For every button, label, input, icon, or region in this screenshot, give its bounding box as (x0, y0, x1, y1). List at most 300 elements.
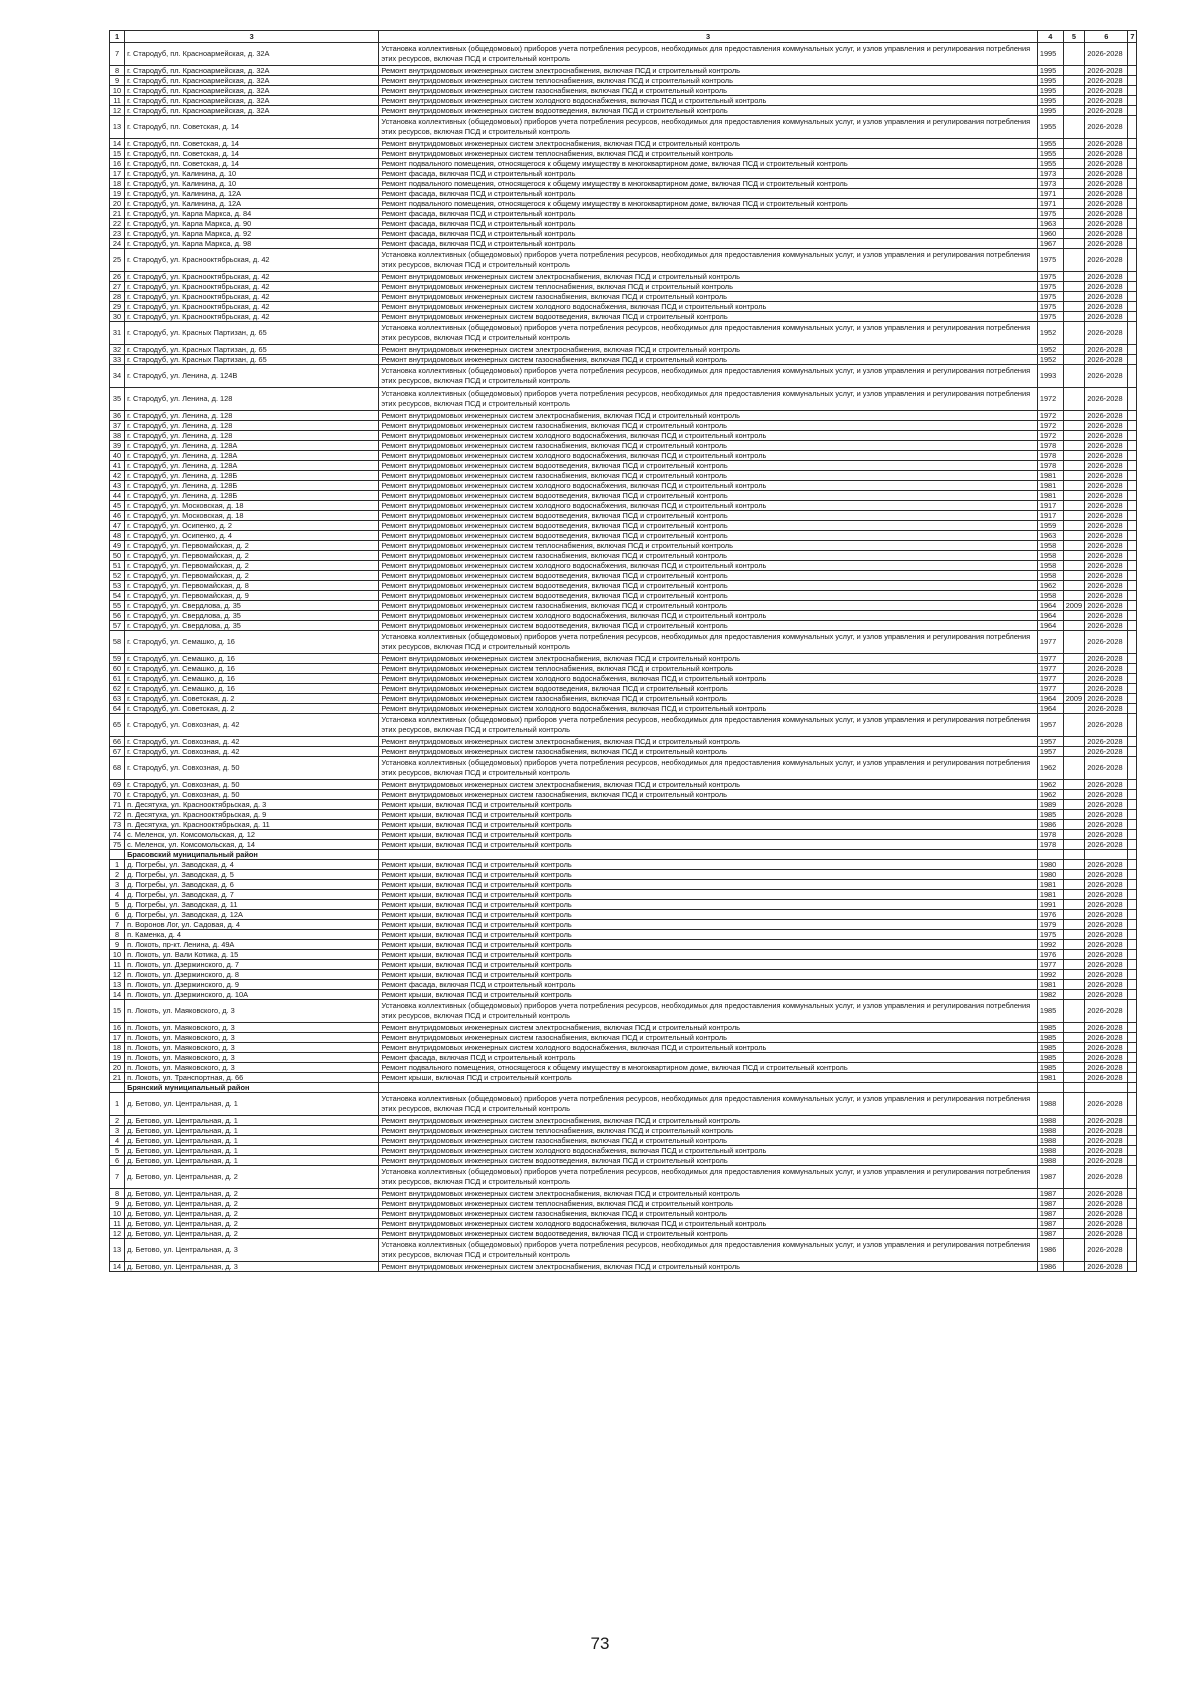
column7-cell (1128, 541, 1137, 551)
period-cell: 2026-2028 (1085, 521, 1128, 531)
work-type-cell: Установка коллективных (общедомовых) приборов учета потребления ресурсов, необходимых для предоставления коммунальных услуг, и узлов управления и регулирования потребления этих ресурсов, включая ПСД и строительный контроль (379, 757, 1037, 780)
column7-cell (1128, 421, 1137, 431)
column5-cell (1063, 431, 1085, 441)
column5-cell (1063, 900, 1085, 910)
work-type-cell: Ремонт внутридомовых инженерных систем газоснабжения, включая ПСД и строительный контроль (379, 471, 1037, 481)
work-type-cell: Ремонт внутридомовых инженерных систем водоотведения, включая ПСД и строительный контроль (379, 461, 1037, 471)
table-row (110, 411, 1137, 421)
column5-cell (1063, 86, 1085, 96)
year-built-cell: 1987 (1037, 1229, 1063, 1239)
work-type-cell: Ремонт внутридомовых инженерных систем газоснабжения, включая ПСД и строительный контроль (379, 551, 1037, 561)
period-cell: 2026-2028 (1085, 920, 1128, 930)
year-built-cell: 1985 (1037, 810, 1063, 820)
column5-cell (1063, 1023, 1085, 1033)
row-number-cell: 39 (110, 441, 125, 451)
table-row (110, 810, 1137, 820)
address-cell: г. Стародуб, ул. Ленина, д. 128 (125, 421, 379, 431)
period-cell: 2026-2028 (1085, 189, 1128, 199)
column7-cell (1128, 441, 1137, 451)
address-cell: г. Стародуб, ул. Советская, д. 2 (125, 694, 379, 704)
table-row (110, 1229, 1137, 1239)
period-cell: 2026-2028 (1085, 76, 1128, 86)
row-number-cell: 73 (110, 820, 125, 830)
table-row (110, 860, 1137, 870)
column7-cell (1128, 521, 1137, 531)
row-number-cell: 66 (110, 737, 125, 747)
period-cell: 2026-2028 (1085, 1053, 1128, 1063)
year-built-cell: 1979 (1037, 920, 1063, 930)
year-built-cell: 1955 (1037, 159, 1063, 169)
column5-cell (1063, 302, 1085, 312)
table-row (110, 684, 1137, 694)
table-row (110, 920, 1137, 930)
work-type-cell: Ремонт внутридомовых инженерных систем электроснабжения, включая ПСД и строительный контроль (379, 654, 1037, 664)
work-type-cell: Ремонт крыши, включая ПСД и строительный контроль (379, 950, 1037, 960)
table-row (110, 780, 1137, 790)
table-row (110, 1043, 1137, 1053)
period-cell: 2026-2028 (1085, 421, 1128, 431)
year-built-cell: 1975 (1037, 302, 1063, 312)
table-row (110, 757, 1137, 780)
work-type-cell: Установка коллективных (общедомовых) приборов учета потребления ресурсов, необходимых для предоставления коммунальных услуг, и узлов управления и регулирования потребления этих ресурсов, включая ПСД и строительный контроль (379, 1093, 1037, 1116)
period-cell: 2026-2028 (1085, 239, 1128, 249)
year-built-cell: 1975 (1037, 930, 1063, 940)
row-number-cell: 52 (110, 571, 125, 581)
work-type-cell: Ремонт внутридомовых инженерных систем холодного водоснабжения, включая ПСД и строительный контроль (379, 1146, 1037, 1156)
work-type-cell: Ремонт внутридомовых инженерных систем водоотведения, включая ПСД и строительный контроль (379, 312, 1037, 322)
column-header: 5 (1063, 31, 1085, 43)
column7-cell (1128, 654, 1137, 664)
work-type-cell: Ремонт фасада, включая ПСД и строительный контроль (379, 219, 1037, 229)
work-type-cell: Ремонт внутридомовых инженерных систем холодного водоснабжения, включая ПСД и строительный контроль (379, 451, 1037, 461)
work-type-cell: Установка коллективных (общедомовых) приборов учета потребления ресурсов, необходимых для предоставления коммунальных услуг, и узлов управления и регулирования потребления этих ресурсов, включая ПСД и строительный контроль (379, 1166, 1037, 1189)
address-cell: г. Стародуб, ул. Краснооктябрьская, д. 42 (125, 292, 379, 302)
period-cell: 2026-2028 (1085, 219, 1128, 229)
column7-cell (1128, 1116, 1137, 1126)
row-number-cell: 12 (110, 970, 125, 980)
column7-cell (1128, 169, 1137, 179)
row-number-cell: 24 (110, 239, 125, 249)
column7-cell (1128, 820, 1137, 830)
table-row (110, 1053, 1137, 1063)
period-cell: 2026-2028 (1085, 139, 1128, 149)
work-type-cell: Ремонт фасада, включая ПСД и строительный контроль (379, 239, 1037, 249)
work-type-cell: Ремонт внутридомовых инженерных систем водоотведения, включая ПСД и строительный контроль (379, 591, 1037, 601)
work-type-cell: Ремонт внутридомовых инженерных систем газоснабжения, включая ПСД и строительный контроль (379, 694, 1037, 704)
table-row (110, 1189, 1137, 1199)
column5-cell (1063, 322, 1085, 345)
work-type-cell: Установка коллективных (общедомовых) приборов учета потребления ресурсов, необходимых для предоставления коммунальных услуг, и узлов управления и регулирования потребления этих ресурсов, включая ПСД и строительный контроль (379, 631, 1037, 654)
empty-cell (1085, 850, 1128, 860)
column7-cell (1128, 1000, 1137, 1023)
row-number-cell: 9 (110, 940, 125, 950)
year-built-cell: 1988 (1037, 1136, 1063, 1146)
work-type-cell: Установка коллективных (общедомовых) приборов учета потребления ресурсов, необходимых для предоставления коммунальных услуг, и узлов управления и регулирования потребления этих ресурсов, включая ПСД и строительный контроль (379, 43, 1037, 66)
work-type-cell: Ремонт внутридомовых инженерных систем электроснабжения, включая ПСД и строительный контроль (379, 1189, 1037, 1199)
column5-cell (1063, 189, 1085, 199)
row-number-cell: 7 (110, 1166, 125, 1189)
column5-cell (1063, 541, 1085, 551)
year-built-cell: 1958 (1037, 591, 1063, 601)
column5-cell (1063, 531, 1085, 541)
period-cell: 2026-2028 (1085, 272, 1128, 282)
period-cell: 2026-2028 (1085, 684, 1128, 694)
row-number-cell: 26 (110, 272, 125, 282)
column7-cell (1128, 96, 1137, 106)
period-cell: 2026-2028 (1085, 1262, 1128, 1272)
work-type-cell: Ремонт подвального помещения, относящегося к общему имуществу в многоквартирном доме, включая ПСД и строительный контроль (379, 159, 1037, 169)
column5-cell (1063, 591, 1085, 601)
table-row (110, 1033, 1137, 1043)
address-cell: г. Стародуб, ул. Совхозная, д. 42 (125, 737, 379, 747)
address-cell: г. Стародуб, ул. Совхозная, д. 42 (125, 714, 379, 737)
column5-cell: 2009 (1063, 694, 1085, 704)
column5-cell (1063, 990, 1085, 1000)
work-type-cell: Ремонт внутридомовых инженерных систем водоотведения, включая ПСД и строительный контроль (379, 621, 1037, 631)
year-built-cell: 1973 (1037, 169, 1063, 179)
work-type-cell: Ремонт крыши, включая ПСД и строительный контроль (379, 990, 1037, 1000)
table-row (110, 990, 1137, 1000)
column7-cell (1128, 451, 1137, 461)
year-built-cell: 1962 (1037, 790, 1063, 800)
row-number-cell: 62 (110, 684, 125, 694)
address-cell: г. Стародуб, пл. Красноармейская, д. 32А (125, 66, 379, 76)
table-row (110, 1146, 1137, 1156)
column7-cell (1128, 272, 1137, 282)
column5-cell (1063, 511, 1085, 521)
address-cell: г. Стародуб, ул. Ленина, д. 128А (125, 451, 379, 461)
address-cell: с. Меленск, ул. Комсомольская, д. 12 (125, 830, 379, 840)
row-number-cell: 27 (110, 282, 125, 292)
work-type-cell: Ремонт внутридомовых инженерных систем водоотведения, включая ПСД и строительный контроль (379, 511, 1037, 521)
address-cell: г. Стародуб, ул. Первомайская, д. 2 (125, 541, 379, 551)
period-cell: 2026-2028 (1085, 800, 1128, 810)
table-row (110, 714, 1137, 737)
year-built-cell: 1975 (1037, 249, 1063, 272)
column5-cell (1063, 76, 1085, 86)
column7-cell (1128, 312, 1137, 322)
column-header: 4 (1037, 31, 1063, 43)
column7-cell (1128, 1156, 1137, 1166)
column7-cell (1128, 631, 1137, 654)
table-row (110, 521, 1137, 531)
address-cell: г. Стародуб, ул. Ленина, д. 128 (125, 411, 379, 421)
work-type-cell: Ремонт крыши, включая ПСД и строительный контроль (379, 810, 1037, 820)
column5-cell (1063, 611, 1085, 621)
period-cell: 2026-2028 (1085, 149, 1128, 159)
column7-cell (1128, 1053, 1137, 1063)
column5-cell (1063, 920, 1085, 930)
column5-cell (1063, 149, 1085, 159)
year-built-cell: 1973 (1037, 179, 1063, 189)
column7-cell (1128, 249, 1137, 272)
column5-cell (1063, 880, 1085, 890)
address-cell: г. Стародуб, ул. Ленина, д. 124В (125, 365, 379, 388)
table-row (110, 1063, 1137, 1073)
column5-cell (1063, 571, 1085, 581)
address-cell: г. Стародуб, ул. Ленина, д. 128 (125, 431, 379, 441)
period-cell: 2026-2028 (1085, 1023, 1128, 1033)
work-type-cell: Ремонт внутридомовых инженерных систем электроснабжения, включая ПСД и строительный контроль (379, 345, 1037, 355)
row-number-cell: 3 (110, 1126, 125, 1136)
column5-cell (1063, 757, 1085, 780)
work-type-cell: Ремонт внутридомовых инженерных систем электроснабжения, включая ПСД и строительный контроль (379, 1262, 1037, 1272)
year-built-cell: 1977 (1037, 960, 1063, 970)
column7-cell (1128, 189, 1137, 199)
row-number-cell: 65 (110, 714, 125, 737)
year-built-cell: 1981 (1037, 880, 1063, 890)
table-row (110, 1199, 1137, 1209)
period-cell: 2026-2028 (1085, 411, 1128, 421)
column5-cell (1063, 1126, 1085, 1136)
address-cell: г. Стародуб, ул. Семашко, д. 16 (125, 631, 379, 654)
column5-cell (1063, 1189, 1085, 1199)
address-cell: г. Стародуб, ул. Осипенко, д. 4 (125, 531, 379, 541)
column5-cell (1063, 312, 1085, 322)
period-cell: 2026-2028 (1085, 810, 1128, 820)
column5-cell (1063, 747, 1085, 757)
work-type-cell: Установка коллективных (общедомовых) приборов учета потребления ресурсов, необходимых для предоставления коммунальных услуг, и узлов управления и регулирования потребления этих ресурсов, включая ПСД и строительный контроль (379, 1239, 1037, 1262)
column7-cell (1128, 66, 1137, 76)
address-cell: п. Воронов Лог, ул. Садовая, д. 4 (125, 920, 379, 930)
column7-cell (1128, 571, 1137, 581)
row-number-cell: 11 (110, 960, 125, 970)
year-built-cell: 1995 (1037, 96, 1063, 106)
address-cell: г. Стародуб, пл. Красноармейская, д. 32А (125, 76, 379, 86)
year-built-cell: 1952 (1037, 322, 1063, 345)
period-cell: 2026-2028 (1085, 621, 1128, 631)
column7-cell (1128, 365, 1137, 388)
year-built-cell: 1957 (1037, 737, 1063, 747)
period-cell: 2026-2028 (1085, 820, 1128, 830)
period-cell: 2026-2028 (1085, 631, 1128, 654)
year-built-cell: 1985 (1037, 1000, 1063, 1023)
address-cell: г. Стародуб, ул. Красных Партизан, д. 65 (125, 345, 379, 355)
address-cell: г. Стародуб, ул. Калинина, д. 10 (125, 179, 379, 189)
year-built-cell: 1964 (1037, 704, 1063, 714)
work-type-cell: Ремонт крыши, включая ПСД и строительный контроль (379, 840, 1037, 850)
column5-cell (1063, 388, 1085, 411)
table-row (110, 980, 1137, 990)
table-row (110, 209, 1137, 219)
column5-cell (1063, 1219, 1085, 1229)
table-row (110, 970, 1137, 980)
work-type-cell: Ремонт крыши, включая ПСД и строительный контроль (379, 820, 1037, 830)
period-cell: 2026-2028 (1085, 551, 1128, 561)
year-built-cell: 1959 (1037, 521, 1063, 531)
column7-cell (1128, 431, 1137, 441)
period-cell: 2026-2028 (1085, 860, 1128, 870)
year-built-cell: 1957 (1037, 714, 1063, 737)
year-built-cell: 1962 (1037, 780, 1063, 790)
column7-cell (1128, 1043, 1137, 1053)
column5-cell (1063, 684, 1085, 694)
table-row (110, 674, 1137, 684)
table-row (110, 451, 1137, 461)
column5-cell (1063, 1239, 1085, 1262)
year-built-cell: 1977 (1037, 631, 1063, 654)
year-built-cell: 1975 (1037, 292, 1063, 302)
table-row (110, 581, 1137, 591)
row-number-cell: 75 (110, 840, 125, 850)
row-number-cell: 41 (110, 461, 125, 471)
work-type-cell: Ремонт крыши, включая ПСД и строительный контроль (379, 940, 1037, 950)
year-built-cell: 1989 (1037, 800, 1063, 810)
year-built-cell: 1985 (1037, 1043, 1063, 1053)
column7-cell (1128, 800, 1137, 810)
table-row (110, 421, 1137, 431)
work-type-cell: Ремонт фасада, включая ПСД и строительный контроль (379, 980, 1037, 990)
period-cell: 2026-2028 (1085, 571, 1128, 581)
column5-cell (1063, 461, 1085, 471)
period-cell: 2026-2028 (1085, 501, 1128, 511)
address-cell: г. Стародуб, ул. Краснооктябрьская, д. 42 (125, 302, 379, 312)
table-row (110, 820, 1137, 830)
row-number-cell: 60 (110, 664, 125, 674)
table-row (110, 139, 1137, 149)
column-header: 3 (125, 31, 379, 43)
column7-cell (1128, 149, 1137, 159)
table-row (110, 830, 1137, 840)
work-type-cell: Ремонт фасада, включая ПСД и строительный контроль (379, 209, 1037, 219)
work-type-cell: Ремонт подвального помещения, относящегося к общему имуществу в многоквартирном доме, включая ПСД и строительный контроль (379, 179, 1037, 189)
row-number-cell: 51 (110, 561, 125, 571)
row-number-cell: 14 (110, 139, 125, 149)
period-cell: 2026-2028 (1085, 960, 1128, 970)
row-number-cell: 4 (110, 1136, 125, 1146)
row-number-cell: 8 (110, 66, 125, 76)
address-cell: д. Бетово, ул. Центральная, д. 2 (125, 1229, 379, 1239)
address-cell: г. Стародуб, ул. Красных Партизан, д. 65 (125, 322, 379, 345)
year-built-cell: 1986 (1037, 1239, 1063, 1262)
empty-cell (1128, 1083, 1137, 1093)
address-cell: д. Бетово, ул. Центральная, д. 2 (125, 1209, 379, 1219)
address-cell: г. Стародуб, ул. Карла Маркса, д. 98 (125, 239, 379, 249)
work-type-cell: Ремонт крыши, включая ПСД и строительный контроль (379, 870, 1037, 880)
work-type-cell: Установка коллективных (общедомовых) приборов учета потребления ресурсов, необходимых для предоставления коммунальных услуг, и узлов управления и регулирования потребления этих ресурсов, включая ПСД и строительный контроль (379, 1000, 1037, 1023)
address-cell: п. Десятуха, ул. Краснооктябрьская, д. 9 (125, 810, 379, 820)
table-row (110, 1136, 1137, 1146)
address-cell: д. Погребы, ул. Заводская, д. 11 (125, 900, 379, 910)
column7-cell (1128, 322, 1137, 345)
table-row (110, 441, 1137, 451)
column7-cell (1128, 292, 1137, 302)
row-number-cell: 8 (110, 930, 125, 940)
year-built-cell: 1955 (1037, 139, 1063, 149)
column5-cell (1063, 621, 1085, 631)
year-built-cell: 1975 (1037, 272, 1063, 282)
table-row (110, 159, 1137, 169)
year-built-cell: 1981 (1037, 980, 1063, 990)
year-built-cell: 1958 (1037, 541, 1063, 551)
column5-cell (1063, 737, 1085, 747)
work-type-cell: Ремонт внутридомовых инженерных систем водоотведения, включая ПСД и строительный контроль (379, 531, 1037, 541)
address-cell: д. Бетово, ул. Центральная, д. 1 (125, 1146, 379, 1156)
period-cell: 2026-2028 (1085, 159, 1128, 169)
column7-cell (1128, 1229, 1137, 1239)
period-cell: 2026-2028 (1085, 116, 1128, 139)
row-number-cell: 55 (110, 601, 125, 611)
address-cell: г. Стародуб, ул. Свердлова, д. 35 (125, 601, 379, 611)
column7-cell (1128, 920, 1137, 930)
year-built-cell: 1987 (1037, 1166, 1063, 1189)
column5-cell (1063, 860, 1085, 870)
column7-cell (1128, 704, 1137, 714)
table-row (110, 611, 1137, 621)
table-row (110, 66, 1137, 76)
work-type-cell: Ремонт крыши, включая ПСД и строительный контроль (379, 920, 1037, 930)
column5-cell (1063, 631, 1085, 654)
column7-cell (1128, 840, 1137, 850)
address-cell: п. Локоть, ул. Маяковского, д. 3 (125, 1043, 379, 1053)
column5-cell (1063, 840, 1085, 850)
row-number-cell: 69 (110, 780, 125, 790)
row-number-cell: 9 (110, 1199, 125, 1209)
address-cell: д. Бетово, ул. Центральная, д. 1 (125, 1126, 379, 1136)
table-row (110, 471, 1137, 481)
column7-cell (1128, 106, 1137, 116)
year-built-cell: 1995 (1037, 43, 1063, 66)
column5-cell (1063, 1156, 1085, 1166)
year-built-cell: 1964 (1037, 601, 1063, 611)
year-built-cell: 1963 (1037, 219, 1063, 229)
year-built-cell: 1991 (1037, 900, 1063, 910)
row-number-cell: 17 (110, 1033, 125, 1043)
column7-cell (1128, 551, 1137, 561)
work-type-cell: Ремонт крыши, включая ПСД и строительный контроль (379, 910, 1037, 920)
column5-cell (1063, 159, 1085, 169)
column5-cell (1063, 1093, 1085, 1116)
row-number-cell: 11 (110, 96, 125, 106)
address-cell: г. Стародуб, ул. Ленина, д. 128А (125, 441, 379, 451)
column-header: 7 (1128, 31, 1137, 43)
address-cell: г. Стародуб, пл. Красноармейская, д. 32А (125, 86, 379, 96)
row-number-cell: 5 (110, 1146, 125, 1156)
address-cell: г. Стародуб, ул. Первомайская, д. 9 (125, 591, 379, 601)
column7-cell (1128, 561, 1137, 571)
period-cell: 2026-2028 (1085, 757, 1128, 780)
column7-cell (1128, 737, 1137, 747)
work-type-cell: Ремонт фасада, включая ПСД и строительный контроль (379, 169, 1037, 179)
column5-cell (1063, 116, 1085, 139)
row-number-cell: 13 (110, 116, 125, 139)
table-row (110, 355, 1137, 365)
period-cell: 2026-2028 (1085, 106, 1128, 116)
table-row (110, 1023, 1137, 1033)
column7-cell (1128, 910, 1137, 920)
empty-cell (1128, 850, 1137, 860)
column7-cell (1128, 511, 1137, 521)
column7-cell (1128, 780, 1137, 790)
address-cell: г. Стародуб, ул. Семашко, д. 16 (125, 654, 379, 664)
column5-cell (1063, 1000, 1085, 1023)
period-cell: 2026-2028 (1085, 1093, 1128, 1116)
work-type-cell: Ремонт внутридомовых инженерных систем газоснабжения, включая ПСД и строительный контроль (379, 747, 1037, 757)
year-built-cell: 1964 (1037, 694, 1063, 704)
address-cell: п. Локоть, ул. Дзержинского, д. 8 (125, 970, 379, 980)
row-number-cell: 15 (110, 149, 125, 159)
period-cell: 2026-2028 (1085, 199, 1128, 209)
column7-cell (1128, 790, 1137, 800)
work-type-cell: Ремонт внутридомовых инженерных систем холодного водоснабжения, включая ПСД и строительный контроль (379, 481, 1037, 491)
work-type-cell: Ремонт крыши, включая ПСД и строительный контроль (379, 960, 1037, 970)
column7-cell (1128, 601, 1137, 611)
period-cell: 2026-2028 (1085, 491, 1128, 501)
column7-cell (1128, 229, 1137, 239)
work-type-cell: Ремонт внутридомовых инженерных систем газоснабжения, включая ПСД и строительный контроль (379, 441, 1037, 451)
period-cell: 2026-2028 (1085, 840, 1128, 850)
column7-cell (1128, 388, 1137, 411)
